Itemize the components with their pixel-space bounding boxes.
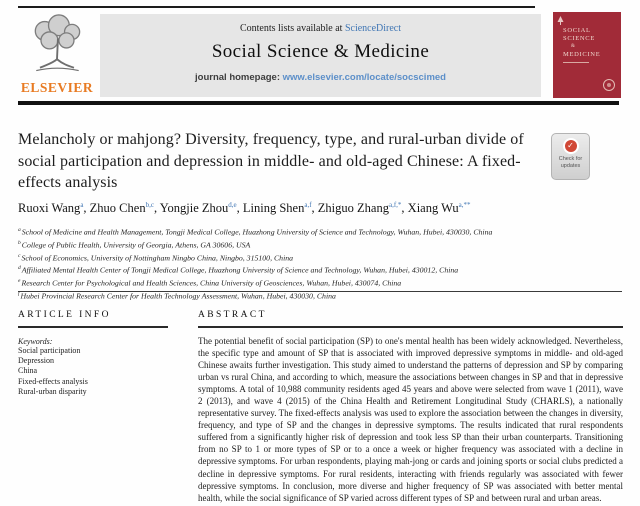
author <box>90 201 160 215</box>
article-info-column <box>18 310 168 398</box>
cover-title-line: & <box>571 44 576 49</box>
cover-rule <box>563 62 589 63</box>
affiliation-sup: d <box>18 265 21 272</box>
contents-prefix: Contents lists available at <box>239 23 345 34</box>
badge-text-line: Check for <box>558 156 583 162</box>
journal-header-box <box>100 14 541 97</box>
cover-title-line: SOCIAL <box>563 27 591 34</box>
badge-text-line: updates <box>560 162 581 169</box>
elsevier-wordmark: ELSEVIER <box>20 80 94 95</box>
check-for-updates-badge[interactable] <box>551 133 590 180</box>
author-affil-sup: a <box>80 201 84 209</box>
author-separator: , <box>401 201 408 216</box>
cover-title-line: MEDICINE <box>563 51 601 58</box>
homepage-line <box>100 72 541 83</box>
author-affil-sup: a,f,* <box>388 201 402 209</box>
cover-title-line: SCIENCE <box>563 35 595 42</box>
homepage-url-link[interactable]: www.elsevier.com/locate/socscimed <box>282 72 446 83</box>
author-name: Zhuo Chen <box>89 201 146 216</box>
affiliation-text: Affiliated Mental Health Center of Tongji Medical College, Huazhong University of Science and Technology, Wuhan, Hubei, 430012, China <box>21 265 459 275</box>
elsevier-logo <box>15 13 99 105</box>
affiliation-text: College of Public Health, University of Georgia, Athens, GA 30606, USA <box>21 240 251 250</box>
author-separator: , <box>236 201 243 216</box>
journal-title: Social Science & Medicine <box>211 41 430 62</box>
affiliation-sup: e <box>18 278 21 285</box>
sciencedirect-link[interactable]: ScienceDirect <box>344 23 402 34</box>
affiliation <box>18 251 618 264</box>
article-info-rule <box>18 326 168 328</box>
affiliation-sup: f <box>18 290 20 297</box>
author-affil-sup: d,e <box>228 201 237 209</box>
crossmark-check-glyph: ✓ <box>565 140 577 152</box>
abstract-rule <box>198 326 623 328</box>
author-separator: , <box>311 201 318 216</box>
author-affil-sup: a,** <box>458 201 471 209</box>
author <box>318 201 408 215</box>
author <box>160 201 243 215</box>
affiliation <box>18 225 618 238</box>
cover-mini-tree-icon <box>557 16 564 25</box>
header-divider <box>18 101 619 105</box>
keyword: China <box>18 366 38 376</box>
affiliation-sup: c <box>18 252 21 259</box>
affiliation-text: School of Economics, University of Nottingham Ningbo China, Ningbo, 315100, China <box>21 253 294 263</box>
keyword: Depression <box>18 355 54 365</box>
affiliation-divider <box>18 291 622 292</box>
affiliation-text: School of Medicine and Health Management, Tongji Medical College, Huazhong University of Science and Technology, Wuhan, Hubei, 430030, China <box>21 227 493 237</box>
abstract-heading: ABSTRACT <box>198 310 267 320</box>
cover-emblem-icon <box>603 79 615 91</box>
cover-title <box>563 27 600 59</box>
author-name: Lining Shen <box>242 201 305 216</box>
author-list <box>18 201 588 216</box>
author <box>408 201 471 215</box>
badge-text <box>552 156 589 169</box>
contents-line <box>100 14 541 34</box>
article-info-heading: ARTICLE INFO <box>18 310 111 320</box>
author-separator: , <box>83 201 90 216</box>
affiliation <box>18 238 618 251</box>
affiliation <box>18 276 618 289</box>
affiliation-text: Hubei Provincial Research Center for Health Technology Assessment, Wuhan, Hubei, 430030, China <box>20 291 336 301</box>
journal-cover-thumbnail[interactable] <box>553 12 621 98</box>
abstract-text: The potential benefit of social participation (SP) to one's mental health has been widely acknowledged. Nevertheless, the specific type and amount of SP that is associated with improved depressive symptoms in middle- and old-aged Chinese awaits further investigation. This study aimed to understand the patterns of depression and SP by comparing urban vs rural China, and according to which, measure the associations between changes in SP and that in depressive symptoms. A total of 10,988 community residents aged 45 years and above were selected from wave 1 (2011), wave 2 (2013), and wave 4 (2015) of the China Health and Retirement Longitudinal Study (CHARLS), a nationally representative survey. The fixed-effects analysis was used to explore the association between the changes in diversity, frequency, and type of SP and the changes in depressive symptoms. The results indicated that rural respondents suffered from a significantly higher risk of depression and took less SP than their urban counterparts. Transitioning from no SP to 1 or more types of SP or to a once a week or higher frequency was associated with a decline in depressive symptoms. For urban respondents, playing mah-jong or cards and joining sports or social clubs predicted a decline in depressive symptoms. For rural residents, interacting with friends regularly was associated with fewer depressive symptoms. In conclusion, more diverse and higher frequency of SP was associated with better mental health, while the social significance of SP varied across different types of SP and between rural and urban areas. <box>198 335 623 503</box>
author-affil-sup: b,c <box>145 201 154 209</box>
author <box>18 201 90 215</box>
author-name: Zhiguo Zhang <box>317 201 389 216</box>
crossmark-icon <box>563 138 579 154</box>
abstract-column <box>198 310 623 504</box>
homepage-label: journal homepage: <box>195 72 283 83</box>
author-separator: , <box>153 201 160 216</box>
affiliation-sup: b <box>18 239 21 246</box>
author-name: Ruoxi Wang <box>18 201 81 216</box>
keyword: Fixed-effects analysis <box>18 376 88 386</box>
keyword: Rural-urban disparity <box>18 387 87 397</box>
affiliation-sup: a <box>18 227 21 233</box>
article-title: Melancholy or mahjong? Diversity, frequency, type, and rural-urban divide of social participation and depression in middle- and old-aged Chinese: A fixed-effects analysis <box>18 131 524 191</box>
author-name: Xiang Wu <box>407 201 459 216</box>
affiliation-text: Research Center for Psychological and Health Sciences, China University of Geosciences, Wuhan, Hubei, 430074, China <box>21 278 402 288</box>
top-rule <box>18 6 535 8</box>
author-name: Yongjie Zhou <box>159 201 229 216</box>
author <box>243 201 318 215</box>
keywords-label: Keywords: <box>18 336 53 346</box>
elsevier-tree-icon <box>24 13 90 81</box>
keyword: Social participation <box>18 345 81 355</box>
affiliation <box>18 263 618 276</box>
author-affil-sup: a,f <box>304 201 312 209</box>
